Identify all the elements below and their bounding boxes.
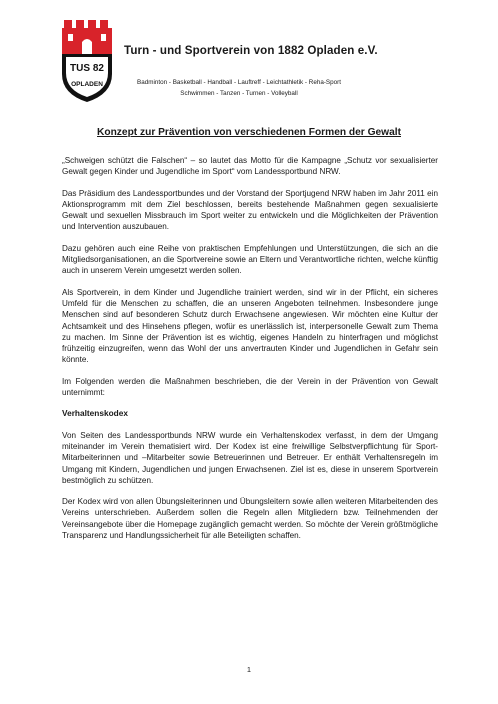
paragraph: Der Kodex wird von allen Übungsleiterinnen und Übungsleitern sowie allen weiteren Mitarbeitenden des Vereins unterschrieben. Außerdem sollen die Regeln allen Mitgliedern bzw. Teilnehmenden der Vereinsangebote über die Homepage zugänglich gemacht werden. So möchte der Verein größtmögliche Transparenz und Handlungssicherheit für alle Beteiligten schaffen. [62, 497, 438, 541]
document-body [62, 155, 438, 551]
club-name: Turn - und Sportverein von 1882 Opladen e.V. [124, 44, 378, 57]
sports-line-2: Schwimmen - Tanzen - Turnen - Volleyball [180, 90, 298, 97]
castle-tower-icon [62, 20, 112, 54]
paragraph: Im Folgenden werden die Maßnahmen beschrieben, die der Verein in der Prävention von Gewalt unternimmt: [62, 376, 438, 398]
sports-list [80, 77, 398, 99]
logo-text-bottom: OPLADEN [71, 81, 103, 88]
document-title: Konzept zur Prävention von verschiedenen Formen der Gewalt [97, 127, 401, 138]
sports-line-1: Badminton - Basketball - Handball - Lauftreff - Leichtathletik - Reha-Sport [137, 79, 341, 86]
logo-text-top: TUS 82 [70, 63, 104, 74]
paragraph: Dazu gehören auch eine Reihe von praktischen Empfehlungen und Unterstützungen, die sich an die Mitgliedsorganisationen, an die Sportvereine sowie an Eltern und Verantwortliche richten, welche künftig auch in unserem Verein umgesetzt werden sollen. [62, 243, 438, 276]
paragraph: Als Sportverein, in dem Kinder und Jugendliche trainiert werden, sind wir in der Pflicht, ein sicheres Umfeld für die Menschen zu schaffen, die an unseren Angeboten teilnehmen. Insbesondere junge Menschen sind auf besonderen Schutz durch Erwachsene angewiesen. Wir möchten eine Kultur der Achtsamkeit und des Hinsehens pflegen, wofür es unerlässlich ist, interpersonelle Gewalt zum Thema zu machen. Im Sinne der Prävention ist es wichtig, eigenes Handeln zu hinterfragen und möglichst frühzeitig einzugreifen, wenn das Wohl der uns anvertrauten Kinder und Jugendlichen in Gefahr sein könnte. [62, 287, 438, 365]
page-number: 1 [246, 665, 252, 674]
paragraph: Das Präsidium des Landessportbundes und der Vorstand der Sportjugend NRW haben im Jahr 2011 ein Aktionsprogramm mit dem Ziel beschlossen, bereits bestehende Maßnahmen gegen sexualisierte Gewalt und sexuellen Missbrauch im Sport weiter zu entwickeln und die Möglichkeiten der Prävention und Intervention auszubauen. [62, 188, 438, 232]
section-heading: Verhaltenskodex [62, 408, 128, 419]
paragraph: „Schweigen schützt die Falschen“ – so lautet das Motto für die Kampagne „Schutz vor sexualisierter Gewalt gegen Kinder und Jugendliche im Sport“ vom Landessportbund NRW. [62, 156, 438, 177]
paragraph: Von Seiten des Landessportbunds NRW wurde ein Verhaltenskodex verfasst, in dem der Umgang miteinander im Verein thematisiert wird. Der Kodex ist eine freiwillige Selbstverpflichtung für Sport-Mitarbeiterinnen und –Mitarbeiter sowie Betreuerinnen und Betreuer. Er enthält Verhaltensregeln im Umgang mit Kindern, Jugendlichen und jungen Erwachsenen. Ziel ist es, diese in unserem Sportverein bestmöglich zu schützen. [62, 430, 438, 485]
